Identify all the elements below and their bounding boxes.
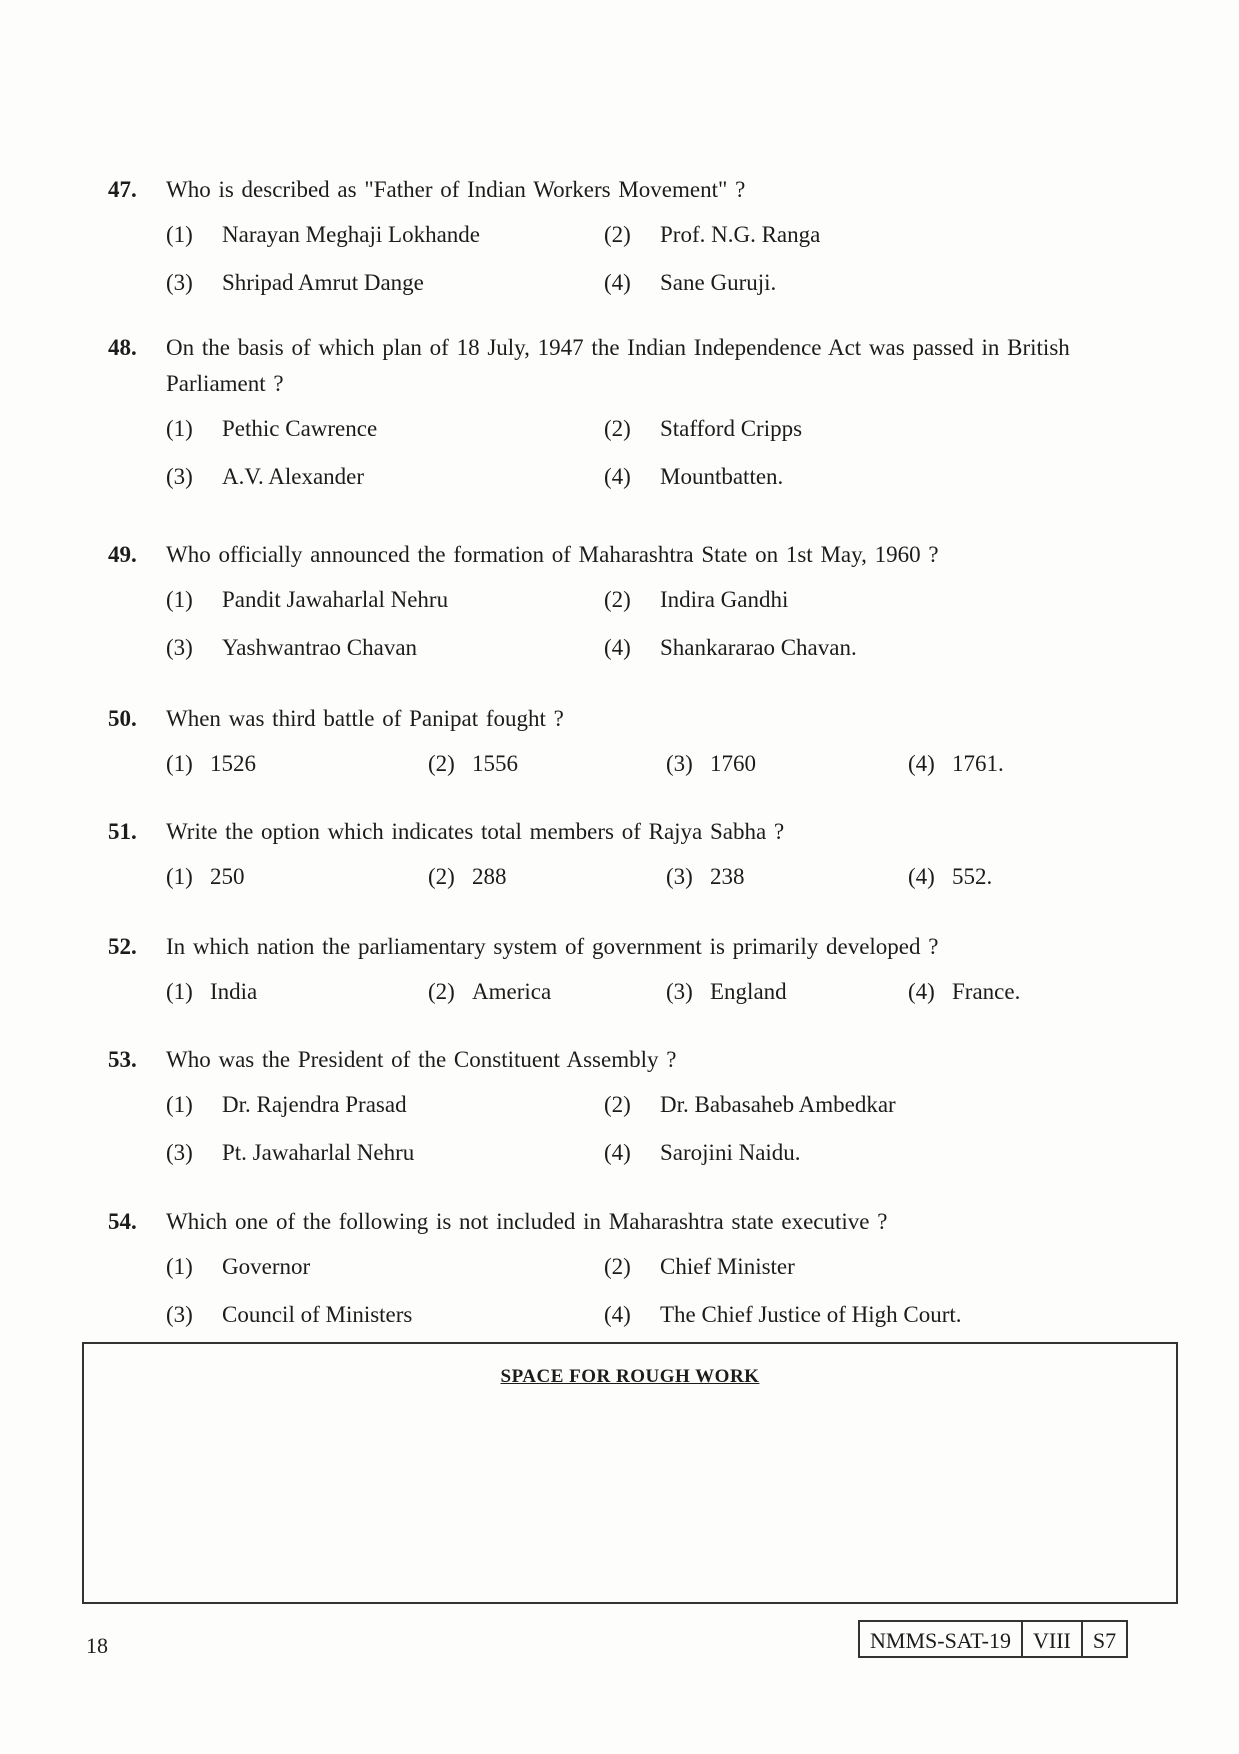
rough-work-box [82, 1342, 1178, 1604]
question-48 [108, 330, 1108, 494]
question-number: 53. [108, 1047, 137, 1072]
question-number: 48. [108, 335, 137, 360]
option-text: Pethic Cawrence [222, 416, 378, 441]
option-number: (2) [428, 979, 455, 1004]
option-1 [166, 412, 604, 446]
option-text: Sane Guruji. [660, 270, 777, 295]
option-text: Stafford Cripps [660, 416, 803, 441]
option-4 [908, 975, 1146, 1009]
option-number: (2) [604, 222, 631, 247]
option-text: 250 [210, 864, 245, 889]
question-stem [108, 929, 1108, 965]
option-text: 1761. [952, 751, 1004, 776]
option-number: (3) [166, 1140, 193, 1165]
set-code: S7 [1092, 1628, 1117, 1653]
question-text: In which nation the parliamentary system of government is primarily developed ? [166, 934, 939, 959]
option-text: Pt. Jawaharlal Nehru [222, 1140, 415, 1165]
option-4 [908, 747, 1146, 781]
option-number: (3) [666, 979, 693, 1004]
option-number: (1) [166, 222, 193, 247]
question-text: On the basis of which plan of 18 July, 1947 the Indian Independence Act was passed in British Parliament ? [166, 335, 1070, 396]
option-text: England [710, 979, 787, 1004]
option-1 [166, 218, 604, 252]
options-list [166, 975, 1108, 1009]
option-text: Shripad Amrut Dange [222, 270, 424, 295]
option-number: (2) [428, 751, 455, 776]
question-stem [108, 814, 1108, 850]
option-text: 1526 [210, 751, 256, 776]
option-text: 1556 [472, 751, 518, 776]
question-text: Who is described as "Father of Indian Workers Movement" ? [166, 177, 746, 202]
option-text: Dr. Babasaheb Ambedkar [660, 1092, 896, 1117]
option-4 [604, 631, 1042, 665]
option-number: (1) [166, 1092, 193, 1117]
question-53 [108, 1042, 1108, 1170]
option-text: Narayan Meghaji Lokhande [222, 222, 481, 247]
question-54 [108, 1204, 1108, 1332]
option-text: Yashwantrao Chavan [222, 635, 418, 660]
question-number: 47. [108, 177, 137, 202]
question-52 [108, 929, 1108, 1009]
option-2 [428, 975, 666, 1009]
option-text: A.V. Alexander [222, 464, 365, 489]
options-list [166, 1250, 1108, 1332]
exam-code-box [858, 1620, 1128, 1658]
question-text: Who was the President of the Constituent Assembly ? [166, 1047, 677, 1072]
option-2 [428, 747, 666, 781]
option-number: (4) [604, 270, 631, 295]
exam-code: NMMS-SAT-19 [860, 1622, 1023, 1656]
option-3 [666, 747, 908, 781]
question-stem [108, 1204, 1108, 1240]
option-text: Council of Ministers [222, 1302, 413, 1327]
option-text: 238 [710, 864, 745, 889]
question-text: Which one of the following is not included in Maharashtra state executive ? [166, 1209, 888, 1234]
option-number: (3) [166, 1302, 193, 1327]
option-number: (3) [666, 751, 693, 776]
option-4 [908, 860, 1146, 894]
option-4 [604, 266, 1042, 300]
option-text: Sarojini Naidu. [660, 1140, 801, 1165]
option-2 [604, 1250, 1042, 1284]
option-text: Shankararao Chavan. [660, 635, 857, 660]
option-text: Governor [222, 1254, 311, 1279]
option-number: (3) [666, 864, 693, 889]
question-number: 52. [108, 934, 137, 959]
option-number: (1) [166, 979, 193, 1004]
option-number: (4) [604, 464, 631, 489]
option-number: (2) [604, 1254, 631, 1279]
option-number: (2) [604, 587, 631, 612]
option-2 [428, 860, 666, 894]
question-47 [108, 172, 1108, 300]
question-stem [108, 537, 1108, 573]
option-number: (3) [166, 464, 193, 489]
question-number: 51. [108, 819, 137, 844]
option-3 [166, 460, 604, 494]
question-number: 50. [108, 706, 137, 731]
option-text: 288 [472, 864, 507, 889]
options-list [166, 218, 1108, 300]
question-50 [108, 701, 1108, 781]
question-51 [108, 814, 1108, 894]
option-1 [166, 1250, 604, 1284]
option-number: (1) [166, 751, 193, 776]
question-49 [108, 537, 1108, 665]
option-4 [604, 1298, 1042, 1332]
option-text: Chief Minister [660, 1254, 795, 1279]
option-number: (2) [604, 416, 631, 441]
option-text: America [472, 979, 552, 1004]
option-3 [166, 266, 604, 300]
option-1 [166, 1088, 604, 1122]
option-text: Indira Gandhi [660, 587, 789, 612]
options-list [166, 747, 1108, 781]
option-number: (4) [908, 979, 935, 1004]
option-number: (3) [166, 270, 193, 295]
option-4 [604, 1136, 1042, 1170]
option-number: (3) [166, 635, 193, 660]
page-number: 18 [86, 1633, 108, 1658]
option-3 [166, 1298, 604, 1332]
question-stem [108, 701, 1108, 737]
standard-code: VIII [1023, 1622, 1083, 1656]
option-2 [604, 1088, 1042, 1122]
option-text: Mountbatten. [660, 464, 784, 489]
option-number: (4) [604, 1140, 631, 1165]
option-text: Prof. N.G. Ranga [660, 222, 821, 247]
option-1 [166, 860, 428, 894]
option-3 [166, 631, 604, 665]
option-1 [166, 975, 428, 1009]
option-2 [604, 583, 1042, 617]
options-list [166, 1088, 1108, 1170]
question-text: Who officially announced the formation of Maharashtra State on 1st May, 1960 ? [166, 542, 939, 567]
question-stem [108, 172, 1108, 208]
question-number: 54. [108, 1209, 137, 1234]
option-4 [604, 460, 1042, 494]
option-number: (4) [908, 864, 935, 889]
options-list [166, 860, 1108, 894]
option-text: France. [952, 979, 1021, 1004]
option-text: Dr. Rajendra Prasad [222, 1092, 407, 1117]
option-text: 1760 [710, 751, 756, 776]
option-number: (1) [166, 416, 193, 441]
option-number: (2) [604, 1092, 631, 1117]
option-1 [166, 747, 428, 781]
question-text: When was third battle of Panipat fought ? [166, 706, 564, 731]
option-number: (2) [428, 864, 455, 889]
option-number: (1) [166, 1254, 193, 1279]
option-number: (4) [604, 635, 631, 660]
option-number: (1) [166, 587, 193, 612]
options-list [166, 412, 1108, 494]
question-text: Write the option which indicates total members of Rajya Sabha ? [166, 819, 785, 844]
option-2 [604, 412, 1042, 446]
option-3 [666, 860, 908, 894]
option-number: (4) [908, 751, 935, 776]
options-list [166, 583, 1108, 665]
option-2 [604, 218, 1042, 252]
rough-work-title: SPACE FOR ROUGH WORK [500, 1366, 760, 1387]
option-1 [166, 583, 604, 617]
option-3 [166, 1136, 604, 1170]
option-text: The Chief Justice of High Court. [660, 1302, 962, 1327]
option-number: (1) [166, 864, 193, 889]
option-text: 552. [952, 864, 993, 889]
option-3 [666, 975, 908, 1009]
option-text: Pandit Jawaharlal Nehru [222, 587, 449, 612]
question-stem [108, 330, 1108, 402]
option-number: (4) [604, 1302, 631, 1327]
question-stem [108, 1042, 1108, 1078]
option-text: India [210, 979, 258, 1004]
question-number: 49. [108, 542, 137, 567]
